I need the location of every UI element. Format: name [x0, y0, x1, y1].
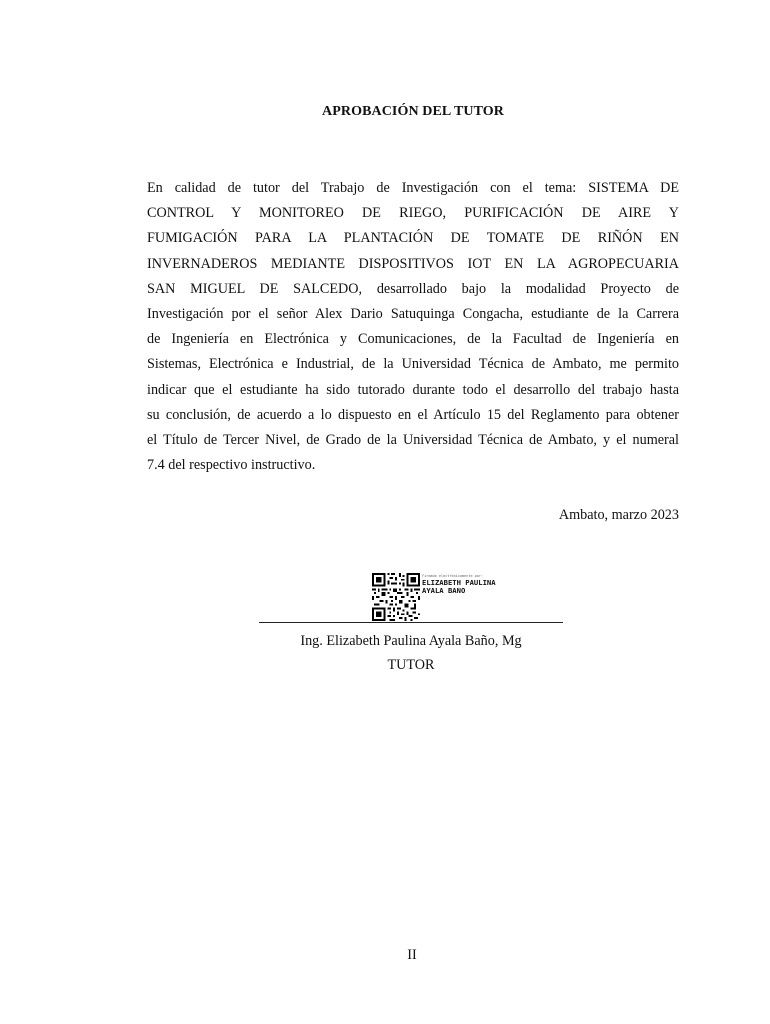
body-line: Sistemas, Electrónica e Industrial, de la Universidad Técnica de Ambato, me permito — [147, 356, 679, 373]
page-number: II — [407, 947, 417, 963]
body-line: el Título de Tercer Nivel, de Grado de la Universidad Técnica de Ambato, y el numeral — [147, 431, 679, 448]
signer-name: Ing. Elizabeth Paulina Ayala Baño, Mg — [300, 633, 522, 649]
place-date: Ambato, marzo 2023 — [558, 507, 679, 523]
body-line: FUMIGACIÓN PARA LA PLANTACIÓN DE TOMATE DE RIÑÓN EN — [147, 230, 679, 247]
body-paragraph — [147, 176, 679, 478]
signature-name-line-1: ELIZABETH PAULINA — [422, 578, 496, 587]
page-title: APROBACIÓN DEL TUTOR — [322, 104, 504, 119]
body-line: SAN MIGUEL DE SALCEDO, desarrollado bajo la modalidad Proyecto de — [147, 280, 679, 297]
body-line: su conclusión, de acuerdo a lo dispuesto en el Artículo 15 del Reglamento para obtener — [147, 406, 679, 423]
signature-caption: Firmado electrónicamente por: — [422, 574, 484, 578]
body-line: CONTROL Y MONITOREO DE RIEGO, PURIFICACIÓN DE AIRE Y — [147, 205, 679, 222]
signer-role: TUTOR — [387, 657, 435, 673]
body-line: indicar que el estudiante ha sido tutorado durante todo el desarrollo del trabajo hasta — [147, 381, 679, 398]
electronic-signature — [372, 573, 496, 621]
body-line: Investigación por el señor Alex Dario Satuquinga Congacha, estudiante de la Carrera — [147, 305, 679, 322]
qr-code-icon — [372, 573, 420, 621]
body-line: En calidad de tutor del Trabajo de Investigación con el tema: SISTEMA DE — [147, 180, 679, 196]
body-line: INVERNADEROS MEDIANTE DISPOSITIVOS IOT EN LA AGROPECUARIA — [147, 255, 679, 272]
signature-name-line-2: AYALA BANO — [422, 585, 466, 595]
signature-text — [422, 574, 496, 594]
body-line: 7.4 del respectivo instructivo. — [147, 457, 316, 474]
signature-line — [259, 622, 563, 623]
body-line: de Ingeniería en Electrónica y Comunicaciones, de la Facultad de Ingeniería en — [147, 331, 679, 348]
